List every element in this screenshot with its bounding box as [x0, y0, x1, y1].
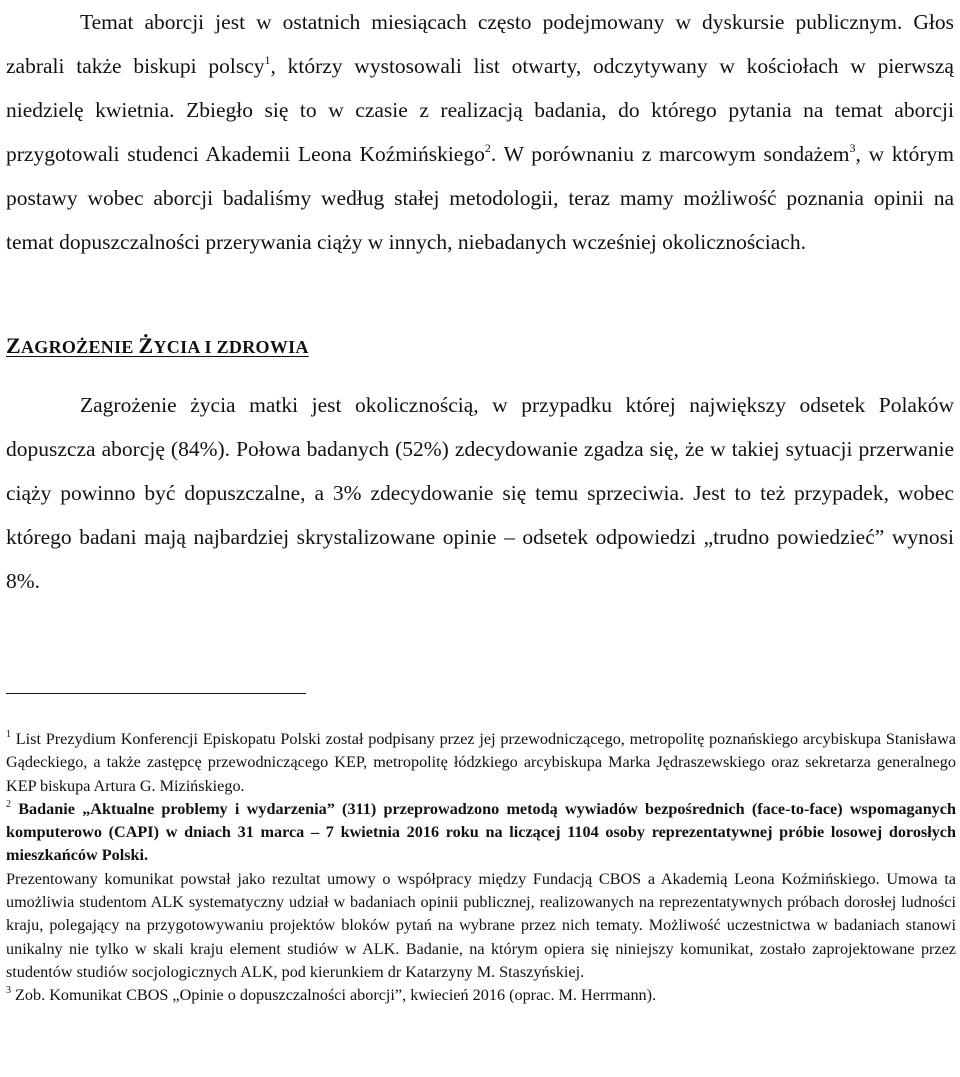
footnote-3-text: Zob. Komunikat CBOS „Opinie o dopuszczalności aborcji”, kwiecień 2016 (oprac. M. Herrmann). — [11, 986, 657, 1005]
heading-rest-2: YCIA I ZDROWIA — [153, 337, 309, 357]
footnote-2-bold-text: Badanie „Aktualne problemy i wydarzenia” (311) przeprowadzono metodą wywiadów bezpośrednich (face-to-face) wspomaganych komputerowo (CAPI) w dniach 31 marca – 7 kwietnia 2016 roku na liczącej 1104 osoby reprezentatywnej próbie losowej dorosłych mieszkańców Polski. — [6, 799, 956, 865]
footnote-ref-2[interactable]: 2 — [484, 141, 491, 155]
heading-rest-1: AGROŻENIE — [20, 337, 139, 357]
intro-text-part1: Temat aborcji jest w ostatnich miesiącach często podejmowany w dyskursie publicznym. Głos zabrali także biskupi polscy — [6, 10, 954, 78]
footnote-1-mark: 1 — [6, 729, 11, 740]
footnote-2-continuation: Prezentowany komunikat powstał jako rezultat umowy o współpracy między Fundacją CBOS a Akademią Leona Koźmińskiego. Umowa ta umożliwia studentom ALK systematyczny udział w badaniach opinii publicznej, realizowanych na reprezentatywnych próbach dorosłej ludności kraju, polegający na przygotowywaniu projektów bloków pytań na wybrane przez nich tematy. Możliwość uczestnictwa w badaniach stanowi unikalny nie tylko w skali kraju element studiów w ALK. Badanie, na którym opiera się niniejszy komunikat, zostało zaprojektowane przez studentów studiów socjologicznych ALK, pod kierunkiem dr Katarzyny M. Staszyńskiej. — [6, 869, 956, 981]
footnote-1-text: List Prezydium Konferencji Episkopatu Polski został podpisany przez jej przewodniczącego, metropolitę poznańskiego arcybiskupa Stanisława Gądeckiego, a także zastępcę przewodniczącego KEP, metropolitę łódzkiego arcybiskupa Marka Jędraszewskiego oraz sekretarza generalnego KEP biskupa Artura G. Mizińskiego. — [6, 730, 956, 795]
intro-paragraph — [6, 0, 954, 264]
heading-cap-1: Z — [6, 333, 21, 358]
intro-text-part4: , w którym postawy wobec aborcji badaliśmy według stałej metodologii, teraz mamy możliwość poznania opinii na temat dopuszczalności przerywania ciąży w innych, niebadanych wcześniej okolicznościach. — [6, 142, 954, 254]
footnotes — [6, 728, 956, 1008]
heading-cap-2: Ż — [138, 333, 154, 358]
body-paragraph: Zagrożenie życia matki jest okolicznością, w przypadku której największy odsetek Polaków dopuszcza aborcję (84%). Połowa badanych (52%) zdecydowanie zgadza się, że w takiej sytuacji przerwanie ciąży powinno być dopuszczalne, a 3% zdecydowanie się temu sprzeciwia. Jest to też przypadek, wobec którego badani mają najbardziej skrystalizowane opinie – odsetek odpowiedzi „trudno powiedzieć” wynosi 8%. — [6, 393, 954, 593]
footnote-ref-3[interactable]: 3 — [849, 141, 856, 155]
intro-text-part2: , którzy wystosowali list otwarty, odczytywany w kościołach w pierwszą niedzielę kwietnia. Zbiegło się to w czasie z realizacją badania, do którego pytania na temat aborcji przygotowali studenci Akademii Leona Koźmińskiego — [6, 54, 954, 166]
intro-text-part3: . W porównaniu z marcowym sondażem — [490, 142, 850, 166]
footnote-ref-1[interactable]: 1 — [264, 53, 271, 67]
footnote-2-mark: 2 — [6, 798, 11, 810]
footnote-separator — [6, 693, 306, 694]
main-text — [6, 0, 954, 603]
section-heading — [6, 324, 954, 369]
footnote-3 — [6, 984, 956, 1007]
footnote-2 — [6, 798, 956, 868]
footnote-3-mark: 3 — [6, 985, 11, 997]
footnote-1 — [6, 728, 956, 798]
